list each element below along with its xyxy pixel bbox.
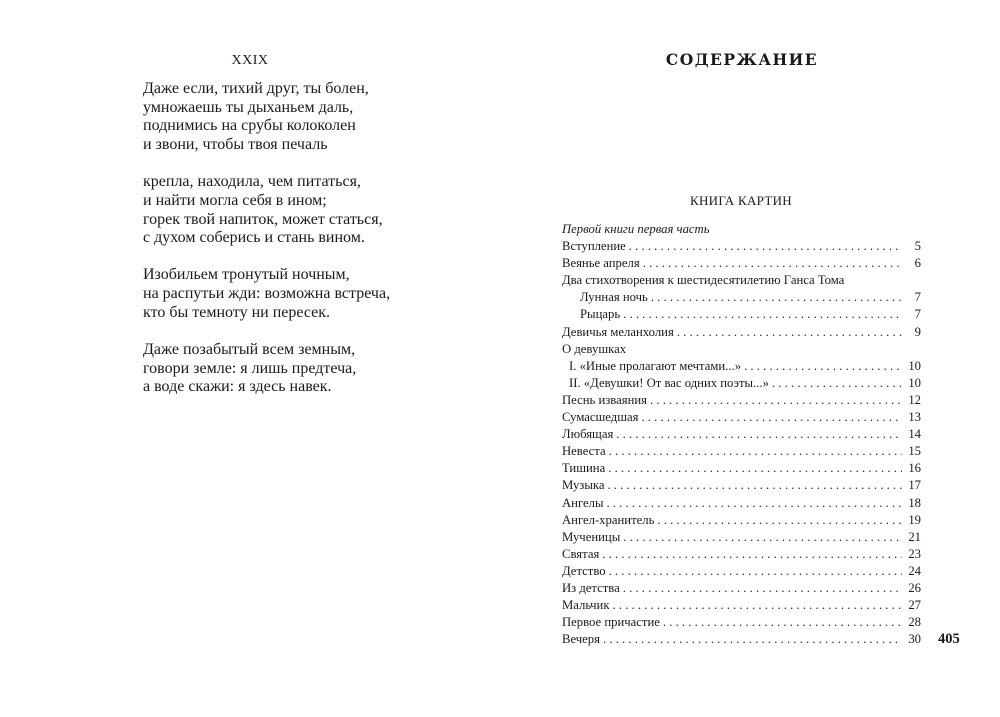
toc-entry-page: 12 xyxy=(908,392,921,407)
toc-entry xyxy=(562,375,921,392)
poem-line: на распутьи жди: возможна встреча, xyxy=(143,285,391,303)
toc-dot-leader xyxy=(623,580,902,597)
toc-entry-title: Святая xyxy=(562,546,600,561)
toc-entry-title: II. «Девушки! От вас одних поэты...» xyxy=(569,375,769,390)
toc-entry-page: 10 xyxy=(908,375,921,390)
contents-title: СОДЕРЖАНИЕ xyxy=(665,50,819,69)
toc-entry-page: 7 xyxy=(914,307,921,322)
toc-dot-leader xyxy=(613,597,902,614)
toc-entry-title: Ангелы xyxy=(562,495,604,510)
toc-entry-page: 27 xyxy=(908,598,921,613)
toc-entry xyxy=(562,341,921,358)
toc-dot-leader xyxy=(608,460,902,477)
toc-dot-leader xyxy=(641,409,902,426)
toc-entry-page: 13 xyxy=(908,410,921,425)
toc-entry xyxy=(562,409,921,426)
toc-entry-title: Сумасшедшая xyxy=(562,410,639,425)
toc-dot-leader xyxy=(607,477,902,494)
toc-dot-leader xyxy=(650,392,902,409)
table-of-contents xyxy=(562,221,921,648)
toc-dot-leader xyxy=(606,495,902,512)
poem-line: Даже позабытый всем земным, xyxy=(143,340,356,358)
toc-dot-leader xyxy=(663,614,902,631)
toc-entry xyxy=(562,495,921,512)
book-title: КНИГА КАРТИН xyxy=(690,193,792,208)
toc-entry-title: Мученицы xyxy=(562,529,621,544)
toc-dot-leader xyxy=(677,324,902,341)
toc-entry xyxy=(562,238,921,255)
poem-text xyxy=(143,80,390,415)
poem-number: XXIX xyxy=(231,53,269,68)
poem-line: крепла, находила, чем питаться, xyxy=(143,173,361,191)
toc-dot-leader xyxy=(603,631,902,648)
toc-entry-title: Песнь изваяния xyxy=(562,392,647,407)
toc-dot-leader xyxy=(651,289,902,306)
toc-entry xyxy=(562,460,921,477)
toc-entry-title: Два стихотворения к шестидесятилетию Ганса Тома xyxy=(562,273,845,288)
toc-dot-leader xyxy=(643,255,902,272)
toc-entry xyxy=(562,255,921,272)
toc-entry-title: Тишина xyxy=(562,461,606,476)
toc-entry xyxy=(562,631,921,648)
toc-entry-title: Детство xyxy=(562,563,606,578)
toc-entry xyxy=(562,563,921,580)
toc-entry xyxy=(562,272,921,289)
poem-line: Даже если, тихий друг, ты болен, xyxy=(143,80,369,97)
poem-stanza xyxy=(143,266,390,322)
toc-entry-page: 28 xyxy=(908,615,921,630)
poem-line: кто бы темноту ни пересек. xyxy=(143,303,331,321)
toc-entry-title: Рыцарь xyxy=(580,307,621,322)
toc-entry-page: 7 xyxy=(914,290,921,305)
toc-entry xyxy=(562,580,921,597)
poem-line: и найти могла себя в ином; xyxy=(143,191,327,209)
toc-entry-page: 6 xyxy=(914,256,921,271)
toc-entry xyxy=(562,597,921,614)
toc-entry xyxy=(562,546,921,563)
toc-dot-leader xyxy=(609,443,902,460)
poem-stanza xyxy=(143,341,390,397)
toc-entry xyxy=(562,289,921,306)
poem-line: умножаешь ты дыханьем даль, xyxy=(143,98,354,116)
toc-entry-title: О девушках xyxy=(562,341,627,356)
poem-line: поднимись на срубы колоколен xyxy=(143,117,356,135)
poem-line: а воде скажи: я здесь навек. xyxy=(143,378,332,396)
toc-entry-title: Веянье апреля xyxy=(562,256,640,271)
poem-stanza xyxy=(143,173,390,248)
toc-dot-leader xyxy=(629,238,902,255)
toc-dot-leader xyxy=(623,306,902,323)
toc-entry xyxy=(562,529,921,546)
toc-entry-page: 18 xyxy=(908,495,921,510)
right-page xyxy=(500,0,1000,717)
toc-entry-page: 26 xyxy=(908,580,921,595)
toc-dot-leader xyxy=(609,563,902,580)
poem-line: и звони, чтобы твоя печаль xyxy=(143,136,328,154)
toc-entry-page: 21 xyxy=(908,529,921,544)
toc-entry-page: 10 xyxy=(908,358,921,373)
poem-line: Изобильем тронутый ночным, xyxy=(143,266,350,284)
toc-entry-title: Ангел-хранитель xyxy=(562,512,655,527)
toc-entry-page: 19 xyxy=(908,512,921,527)
toc-entry xyxy=(562,324,921,341)
toc-entry-page: 24 xyxy=(908,563,921,578)
toc-entry-title: Первое причастие xyxy=(562,615,660,630)
toc-entry-page: 17 xyxy=(908,478,921,493)
toc-entry-title: Девичья меланхолия xyxy=(562,324,674,339)
poem-line: говори земле: я лишь предтеча, xyxy=(143,359,357,377)
toc-entry-page: 23 xyxy=(908,546,921,561)
toc-entry-title: Лунная ночь xyxy=(580,290,648,305)
toc-entry-page: 9 xyxy=(914,324,921,339)
toc-entry-title: Первой книги первая часть xyxy=(562,222,710,236)
toc-entry xyxy=(562,614,921,631)
toc-entry xyxy=(562,443,921,460)
toc-dot-leader xyxy=(657,512,902,529)
poem-line: горек твой напиток, может статься, xyxy=(143,210,383,228)
toc-entry-page: 14 xyxy=(908,427,921,442)
toc-dot-leader xyxy=(602,546,902,563)
toc-entry-title: Вечеря xyxy=(562,632,600,647)
toc-entry-title: Из детства xyxy=(562,580,620,595)
toc-entry-page: 30 xyxy=(908,632,921,647)
toc-entry xyxy=(562,392,921,409)
toc-dot-leader xyxy=(616,426,902,443)
toc-entry-page: 15 xyxy=(908,444,921,459)
toc-entry-title: Музыка xyxy=(562,478,605,493)
toc-entry-title: Мальчик xyxy=(562,598,610,613)
poem-line: с духом соберись и стань вином. xyxy=(143,229,365,247)
toc-entry xyxy=(562,477,921,494)
toc-entry-title: Невеста xyxy=(562,444,606,459)
toc-entry-title: I. «Иные пролагают мечтами...» xyxy=(569,358,742,373)
toc-dot-leader xyxy=(772,375,902,392)
toc-entry xyxy=(562,512,921,529)
toc-entry xyxy=(562,426,921,443)
toc-entry-title: Вступление xyxy=(562,239,626,254)
poem-stanza xyxy=(143,80,390,155)
page-number: 405 xyxy=(938,631,960,647)
toc-dot-leader xyxy=(623,529,902,546)
toc-dot-leader xyxy=(744,358,902,375)
toc-section-heading xyxy=(562,221,921,238)
toc-entry xyxy=(562,358,921,375)
toc-entry-page: 5 xyxy=(914,239,921,254)
toc-entry-page: 16 xyxy=(908,461,921,476)
toc-entry xyxy=(562,306,921,323)
toc-entry-title: Любящая xyxy=(562,427,614,442)
